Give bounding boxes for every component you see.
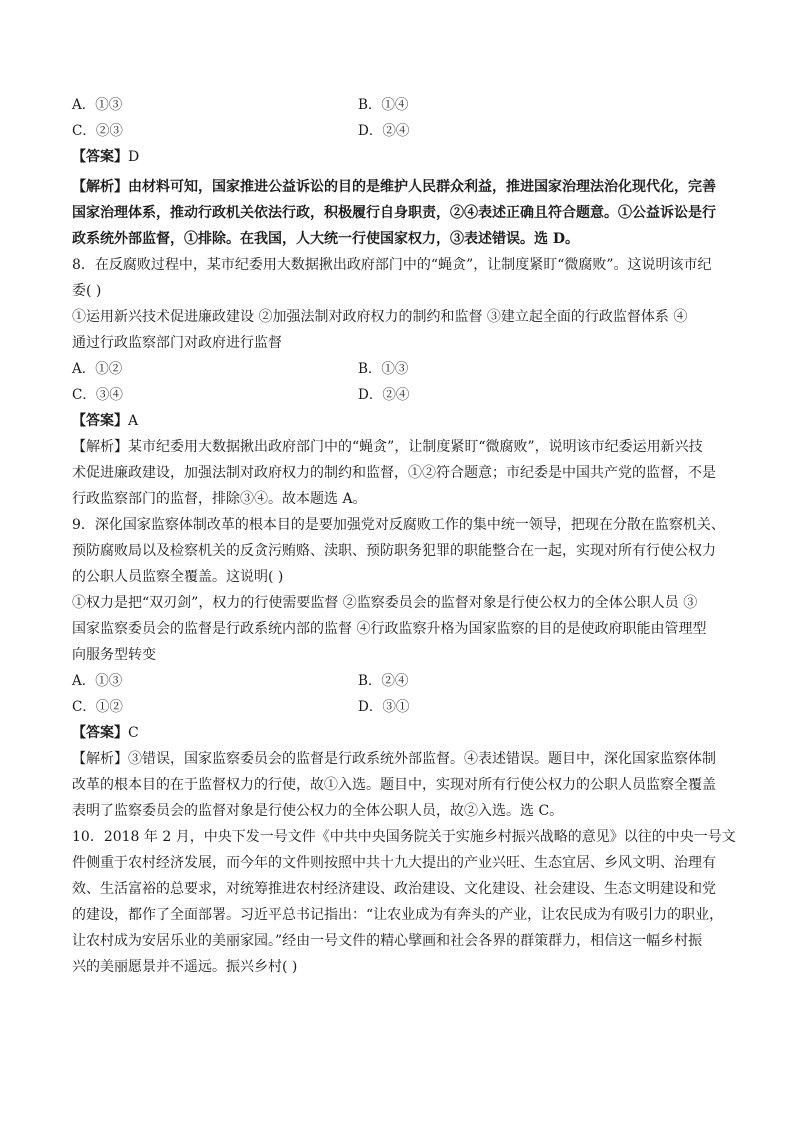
- q7-option-b: B．①④: [358, 97, 409, 113]
- q7-analysis-line: 政系统外部监督，①排除。在我国，人大统一行使国家权力，③表述错误。选 D。: [72, 231, 580, 247]
- q9-options-row-1: [72, 668, 722, 694]
- q7-analysis-line: 国家治理体系，推动行政机关依法行政，积极履行自身职责，②④表述正确且符合题意。①公益诉讼是行: [72, 205, 716, 221]
- q9-option-c: C．①②: [72, 699, 123, 715]
- q8-statement-line: 通过行政监察部门对政府进行监督: [72, 335, 282, 351]
- q8-option-b: B．①③: [358, 361, 409, 377]
- q9-option-a: A．①③: [72, 673, 123, 689]
- q8-answer-label: 【答案】: [72, 413, 128, 429]
- q9-statement-line: ①权力是把“双刃剑”，权力的行使需要监督 ②监察委员会的监督对象是行使公权力的全体公职人员 ③: [72, 595, 698, 611]
- q9-option-b: B．②④: [358, 673, 409, 689]
- document-page: [72, 92, 736, 980]
- q10-stem-line: 件侧重于农村经济发展，而今年的文件则按照中共十九大提出的产业兴旺、生态宜居、乡风文明、治理有: [72, 855, 716, 871]
- q10-stem-line: 效、生活富裕的总要求，对统筹推进农村经济建设、政治建设、文化建设、社会建设、生态文明建设和党: [72, 881, 716, 897]
- q7-options-row-1: [72, 92, 722, 118]
- q8-answer: [72, 408, 722, 434]
- q8-options-row-1: [72, 356, 722, 382]
- q8-option-d: D．②④: [358, 387, 410, 403]
- q9-option-d: D．③①: [358, 699, 410, 715]
- q7-analysis-line: 【解析】由材料可知，国家推进公益诉讼的目的是维护人民群众利益，推进国家治理法治化现代化，完善: [72, 179, 716, 195]
- q7-option-a: A．①③: [72, 97, 123, 113]
- q9-options-row-2: [72, 694, 722, 720]
- q8-option-c: C．③④: [72, 387, 123, 403]
- q8-options-row-2: [72, 382, 722, 408]
- q10-stem-line: 兴的美丽愿景并不遥远。振兴乡村( ): [72, 959, 298, 975]
- q9-answer-label: 【答案】: [72, 725, 128, 741]
- q8-stem-line: 委( ): [72, 283, 102, 299]
- q8-option-a: A．①②: [72, 361, 123, 377]
- q7-answer-label: 【答案】: [72, 149, 128, 165]
- q10-stem-line: 让农村成为安居乐业的美丽家园。”经由一号文件的精心擘画和社会各界的群策群力，相信这一幅乡村振: [72, 933, 703, 949]
- q10-stem-line: 的建设，都作了全面部署。习近平总书记指出：“让农业成为有奔头的产业，让农民成为有吸引力的职业，: [72, 907, 724, 923]
- q7-option-c: C．②③: [72, 123, 123, 139]
- q9-analysis-line: 改革的根本目的在于监督权力的行使，故①入选。题目中，实现对所有行使公权力的公职人员监察全覆盖: [72, 777, 716, 793]
- q9-statement-line: 向服务型转变: [72, 647, 156, 663]
- q9-stem-line: 9．深化国家监察体制改革的根本目的是要加强党对反腐败工作的集中统一领导，把现在分散在监察机关、: [72, 517, 725, 533]
- q9-analysis-line: 【解析】③错误，国家监察委员会的监督是行政系统外部监督。④表述错误。题目中，深化国家监察体制: [72, 751, 716, 767]
- q7-option-d: D．②④: [358, 123, 410, 139]
- q9-answer: [72, 720, 722, 746]
- q9-answer-value: C: [128, 725, 139, 741]
- q8-analysis-line: 行政监察部门的监督，排除③④。故本题选 A。: [72, 491, 367, 507]
- q9-analysis-line: 表明了监察委员会的监督对象是行使公权力的全体公职人员，故②入选。选 C。: [72, 803, 564, 819]
- q7-answer-value: D: [128, 149, 140, 165]
- q8-analysis-line: 【解析】某市纪委用大数据揪出政府部门中的“蝇贪”，让制度紧盯“微腐败”，说明该市纪委运用新兴技: [72, 439, 703, 455]
- q9-statement-line: 国家监察委员会的监督是行政系统内部的监督 ④行政监察升格为国家监察的目的是使政府职能由管理型: [72, 621, 707, 637]
- q8-analysis-line: 术促进廉政建设，加强法制对政府权力的制约和监督，①②符合题意；市纪委是中国共产党的监督，不是: [72, 465, 716, 481]
- q9-stem-line: 的公职人员监察全覆盖。这说明( ): [72, 569, 284, 585]
- q8-stem-line: 8．在反腐败过程中，某市纪委用大数据揪出政府部门中的“蝇贪”，让制度紧盯“微腐败”。这说明该市纪: [72, 257, 712, 273]
- q10-stem-line: 10．2018 年 2 月，中央下发一号文件《中共中央国务院关于实施乡村振兴战略的意见》以往的中央一号文: [72, 829, 736, 845]
- q7-options-row-2: [72, 118, 722, 144]
- q9-stem-line: 预防腐败局以及检察机关的反贪污贿赂、渎职、预防职务犯罪的职能整合在一起，实现对所有行使公权力: [72, 543, 716, 559]
- q8-statement-line: ①运用新兴技术促进廉政建设 ②加强法制对政府权力的制约和监督 ③建立起全面的行政监督体系 ④: [72, 309, 688, 325]
- q8-answer-value: A: [128, 413, 139, 429]
- q7-answer: [72, 144, 722, 170]
